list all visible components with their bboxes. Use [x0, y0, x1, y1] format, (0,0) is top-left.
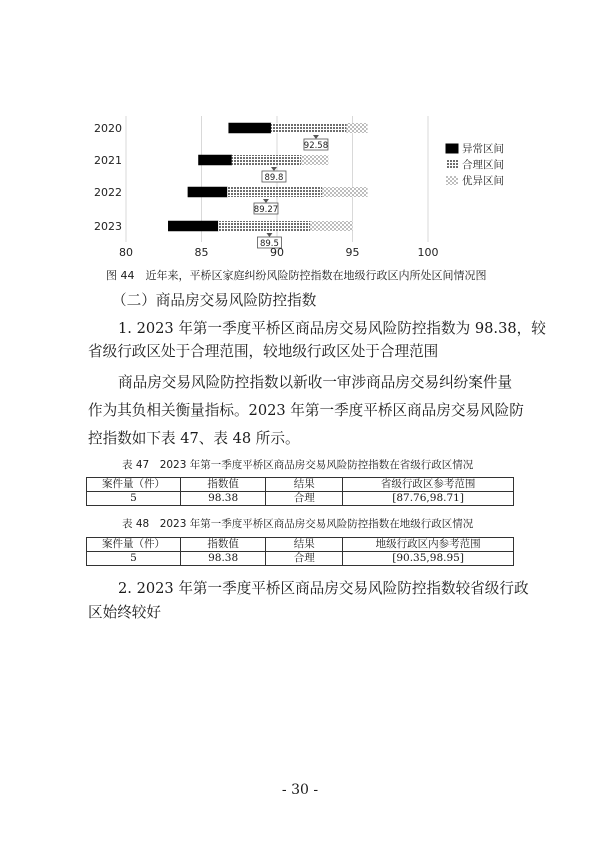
- bar-segment: [218, 221, 310, 231]
- figure-caption: 图 44 近年来，平桥区家庭纠纷风险防控指数在地级行政区内所处区间情况图: [106, 269, 487, 282]
- legend-swatch: [446, 144, 458, 153]
- table-cell: 5: [87, 492, 181, 506]
- x-tick-label: 85: [194, 246, 209, 259]
- interval-chart: [90, 112, 510, 262]
- marker-pointer: [271, 167, 277, 171]
- table-header-cell: 省级行政区参考范围: [343, 478, 514, 492]
- table47: [86, 477, 514, 506]
- table-header-cell: 案件量（件）: [87, 538, 181, 552]
- table48-caption: 表 48 2023 年第一季度平桥区商品房交易风险防控指数在地级行政区情况: [122, 518, 474, 530]
- bar-segment: [310, 221, 352, 231]
- marker-pointer: [313, 135, 319, 139]
- legend-label: 异常区间: [462, 143, 504, 155]
- marker-pointer: [266, 233, 272, 237]
- legend-label: 优异区间: [462, 175, 504, 187]
- table-cell: [87.76,98.71]: [343, 492, 514, 506]
- table-row: [87, 492, 514, 506]
- point2-line1: 2. 2023 年第一季度平桥区商品房交易风险防控指数较省级行政: [118, 580, 529, 597]
- body-line3: 控指数如下表 47、表 48 所示。: [88, 430, 300, 447]
- marker-pointer: [263, 199, 269, 203]
- y-tick-label: 2020: [94, 122, 122, 135]
- table-cell: [90.35,98.95]: [343, 552, 514, 566]
- marker-label: 89.8: [264, 173, 284, 183]
- table-header-cell: 案件量（件）: [87, 478, 181, 492]
- marker-label: 89.5: [259, 239, 279, 249]
- table-header-cell: 指数值: [180, 478, 265, 492]
- body-line1: 商品房交易风险防控指数以新收一审涉商品房交易纠纷案件量: [118, 374, 513, 391]
- bar-segment: [229, 123, 271, 133]
- point1-line2: 省级行政区处于合理范围，较地级行政区处于合理范围: [88, 343, 439, 360]
- bar-segment: [188, 187, 227, 197]
- x-tick-label: 90: [270, 246, 284, 259]
- bar-segment: [301, 155, 328, 165]
- legend-label: 合理区间: [462, 159, 504, 171]
- bar-segment: [346, 123, 367, 133]
- y-tick-label: 2022: [94, 186, 122, 199]
- table-cell: 5: [87, 552, 181, 566]
- body-line2: 作为其负相关衡量指标。2023 年第一季度平桥区商品房交易风险防: [88, 402, 524, 419]
- legend-swatch: [446, 176, 458, 185]
- point1-line1: 1. 2023 年第一季度平桥区商品房交易风险防控指数为 98.38，较: [118, 320, 546, 337]
- table-header-cell: 结果: [266, 538, 343, 552]
- bar-segment: [271, 123, 347, 133]
- table-cell: 合理: [266, 552, 343, 566]
- x-tick-label: 100: [417, 246, 439, 259]
- table-row: [87, 552, 514, 566]
- bar-segment: [227, 187, 322, 197]
- table48: [86, 537, 514, 566]
- bar-segment: [198, 155, 231, 165]
- table47-caption: 表 47 2023 年第一季度平桥区商品房交易风险防控指数在省级行政区情况: [122, 459, 474, 471]
- marker-label: 89.27: [253, 205, 279, 215]
- table-header-row: [87, 538, 514, 552]
- table-cell: 98.38: [180, 492, 265, 506]
- marker-label: 92.58: [303, 141, 329, 151]
- bar-segment: [322, 187, 367, 197]
- table-header-cell: 地级行政区内参考范围: [343, 538, 514, 552]
- table-cell: 98.38: [180, 552, 265, 566]
- table-header-cell: 结果: [266, 478, 343, 492]
- point2-line2: 区始终较好: [88, 604, 161, 621]
- table-header-cell: 指数值: [180, 538, 265, 552]
- x-tick-label: 95: [345, 246, 360, 259]
- bar-segment: [232, 155, 301, 165]
- bar-segment: [168, 221, 218, 231]
- legend-swatch: [446, 160, 458, 169]
- section-heading: （二）商品房交易风险防控指数: [112, 292, 317, 309]
- x-tick-label: 80: [119, 246, 133, 259]
- table-cell: 合理: [266, 492, 343, 506]
- y-tick-label: 2021: [94, 154, 122, 167]
- table-header-row: [87, 478, 514, 492]
- page-number: - 30 -: [281, 782, 319, 798]
- y-tick-label: 2023: [94, 220, 122, 233]
